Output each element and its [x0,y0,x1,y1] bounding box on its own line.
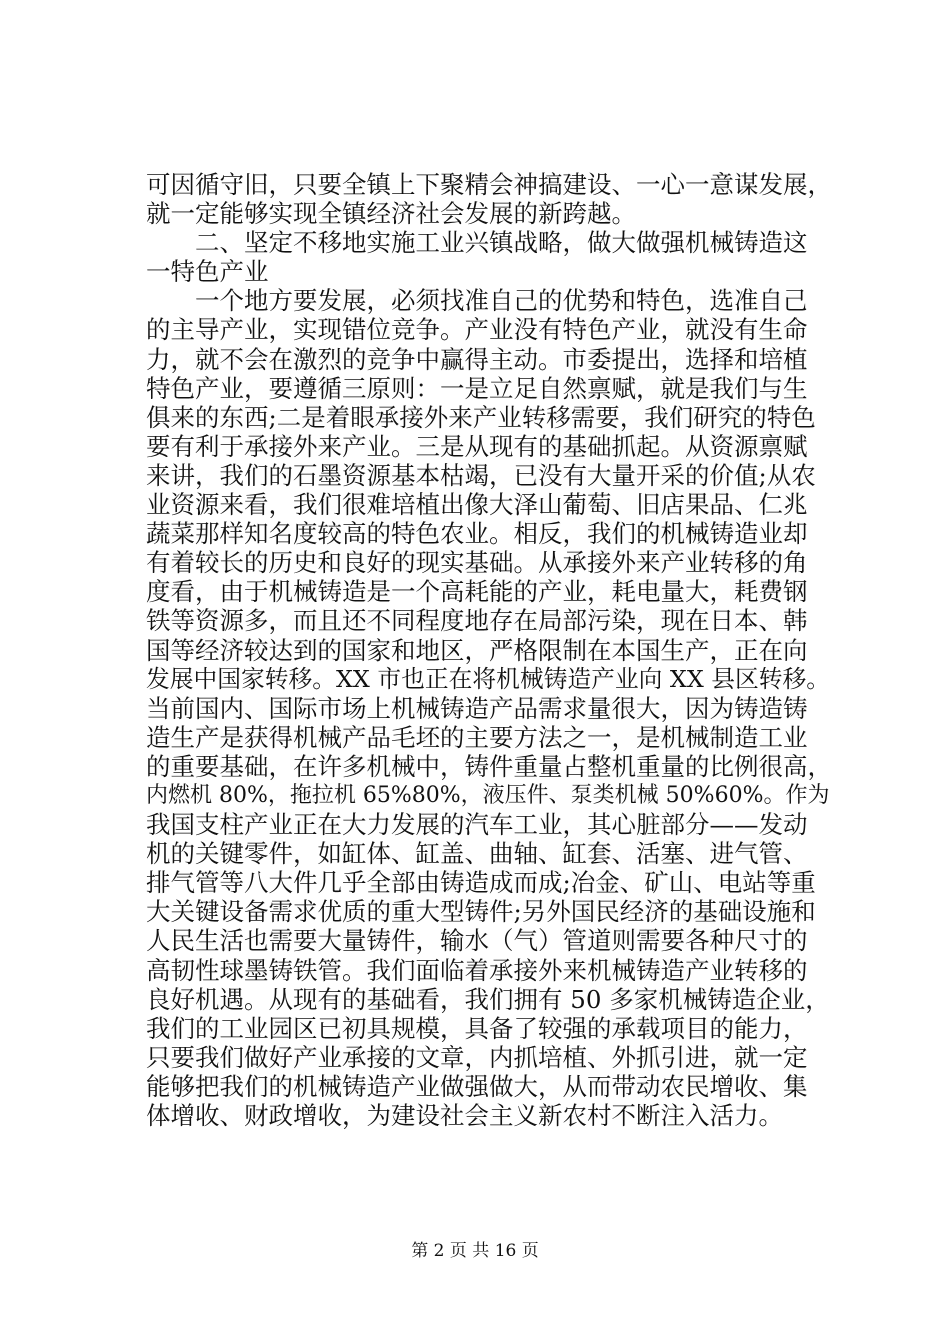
text-line: 力，就不会在激烈的竞争中赢得主动。市委提出，选择和培植 [146,344,808,374]
text-line: 我们的工业园区已初具规模，具备了较强的承载项目的能力， [146,1013,808,1043]
text-line: 机的关键零件，如缸体、缸盖、曲轴、缸套、活塞、进气管、 [146,839,808,869]
text-line: 只要我们做好产业承接的文章，内抓培植、外抓引进，就一定 [146,1042,808,1072]
text-line: 二、坚定不移地实施工业兴镇战略，做大做强机械铸造这 [146,228,808,258]
text-line: 就一定能够实现全镇经济社会发展的新跨越。 [146,199,636,229]
text-line: 能够把我们的机械铸造产业做强做大，从而带动农民增收、集 [146,1071,808,1101]
text-line: 俱来的东西;二是着眼承接外来产业转移需要，我们研究的特色 [146,402,816,432]
text-line: 的重要基础，在许多机械中，铸件重量占整机重量的比例很高， [146,751,832,781]
text-line: 蔬菜那样知名度较高的特色农业。相反，我们的机械铸造业却 [146,519,808,549]
text-line: 高韧性球墨铸铁管。我们面临着承接外来机械铸造产业转移的 [146,955,808,985]
text-line: 一特色产业 [146,257,269,287]
text-line: 发展中国家转移。XX 市也正在将机械铸造产业向 XX 县区转移。 [146,664,831,693]
text-line: 人民生活也需要大量铸件，输水（气）管道则需要各种尺寸的 [146,926,808,956]
text-line: 我国支柱产业正在大力发展的汽车工业，其心脏部分——发动 [146,810,808,840]
text-line: 良好机遇。从现有的基础看，我们拥有 50 多家机械铸造企业， [146,984,830,1014]
text-line: 体增收、财政增收，为建设社会主义新农村不断注入活力。 [146,1101,783,1130]
body-text [146,170,836,1130]
text-line: 要有利于承接外来产业。三是从现有的基础抓起。从资源禀赋 [146,431,808,461]
text-line: 铁等资源多，而且还不同程度地存在局部污染，现在日本、韩 [146,606,808,636]
text-line: 大关键设备需求优质的重大型铸件;另外国民经济的基础设施和 [146,897,816,927]
text-line: 的主导产业，实现错位竞争。产业没有特色产业，就没有生命 [146,315,808,345]
text-line: 度看，由于机械铸造是一个高耗能的产业，耗电量大，耗费钢 [146,577,808,607]
text-line: 有着较长的历史和良好的现实基础。从承接外来产业转移的角 [146,548,808,578]
text-line: 国等经济较达到的国家和地区，严格限制在本国生产，正在向 [146,635,808,665]
text-line: 内燃机 80%，拖拉机 65%80%，液压件、泵类机械 50%60%。作为 [146,782,830,808]
text-line: 可因循守旧，只要全镇上下聚精会神搞建设、一心一意谋发展， [146,170,832,199]
text-line: 来讲，我们的石墨资源基本枯竭，已没有大量开采的价值;从农 [146,460,816,490]
text-line: 业资源来看，我们很难培植出像大泽山葡萄、旧店果品、仁兆 [146,490,808,520]
text-line: 当前国内、国际市场上机械铸造产品需求量很大，因为铸造铸 [146,693,808,723]
text-line: 特色产业，要遵循三原则：一是立足自然禀赋，就是我们与生 [146,373,808,403]
text-line: 排气管等八大件几乎全部由铸造成而成;冶金、矿山、电站等重 [146,868,816,898]
page-footer: 第 2 页 共 16 页 [411,1241,539,1261]
text-line: 造生产是获得机械产品毛坯的主要方法之一，是机械制造工业 [146,722,808,752]
text-line: 一个地方要发展，必须找准自己的优势和特色，选准自己 [146,286,808,316]
